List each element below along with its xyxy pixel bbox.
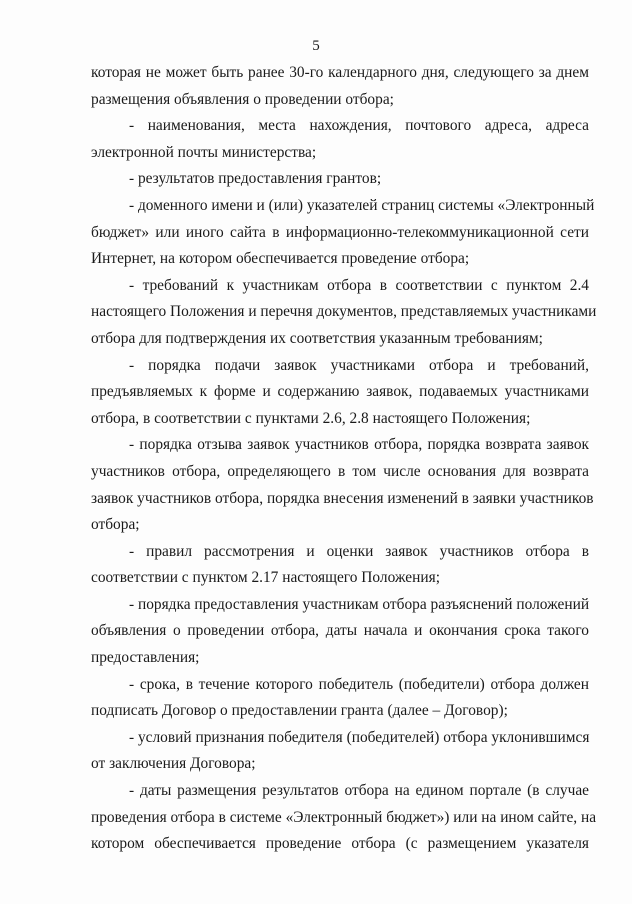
text-line: Интернет, на котором обеспечивается проведение отбора; (91, 250, 470, 268)
text-line: участников отбора, определяющего в том числе основания для возврата (91, 462, 589, 480)
text-line: - порядка подачи заявок участниками отбора и требований, (129, 356, 589, 374)
text-line: - порядка отзыва заявок участников отбора, порядка возврата заявок (129, 436, 589, 454)
text-line: предъявляемых к форме и содержанию заявок, подаваемых участниками (91, 383, 589, 401)
text-line: - результатов предоставления грантов; (129, 170, 382, 188)
text-line: отбора, в соответствии с пунктами 2.6, 2.8 настоящего Положения; (91, 409, 531, 427)
text-line: - срока, в течение которого победитель (победители) отбора должен (129, 675, 589, 693)
text-line: предоставления; (91, 649, 200, 667)
text-line: отбора; (91, 516, 140, 534)
text-line: - правил рассмотрения и оценки заявок участников отбора в (129, 542, 589, 560)
text-line: соответствии с пунктом 2.17 настоящего Положения; (91, 569, 440, 587)
text-line: заявок участников отбора, порядка внесения изменений в заявки участников (91, 489, 594, 507)
text-line: - доменного имени и (или) указателей страниц системы «Электронный (129, 196, 595, 214)
text-line: объявления о проведении отбора, даты начала и окончания срока такого (91, 622, 589, 640)
text-line: проведения отбора в системе «Электронный бюджет») или на ином сайте, на (91, 808, 597, 826)
text-line: - даты размещения результатов отбора на едином портале (в случае (129, 782, 589, 800)
text-line: - требований к участникам отбора в соответствии с пунктом 2.4 (129, 276, 589, 294)
text-line: отбора для подтверждения их соответствия указанным требованиям; (91, 329, 543, 347)
text-line: бюджет» или иного сайта в информационно-телекоммуникационной сети (91, 223, 589, 241)
text-line: - порядка предоставления участникам отбора разъяснений положений (129, 595, 590, 613)
text-line: электронной почты министерства; (91, 143, 317, 161)
page-number: 5 (312, 38, 320, 54)
text-line: подписать Договор о предоставлении гранта (далее – Договор); (91, 702, 508, 720)
text-line: которая не может быть ранее 30-го календарного дня, следующего за днем (91, 64, 589, 81)
text-line: - наименования, места нахождения, почтового адреса, адреса (129, 117, 589, 135)
text-line: котором обеспечивается проведение отбора (с размещением указателя (91, 835, 589, 853)
text-line: размещения объявления о проведении отбора; (91, 90, 394, 108)
document-body (91, 60, 597, 858)
text-line: от заключения Договора; (91, 755, 256, 773)
text-line: - условий признания победителя (победителей) отбора уклонившимся (129, 728, 590, 746)
text-line: настоящего Положения и перечня документов, представляемых участниками (91, 303, 597, 321)
